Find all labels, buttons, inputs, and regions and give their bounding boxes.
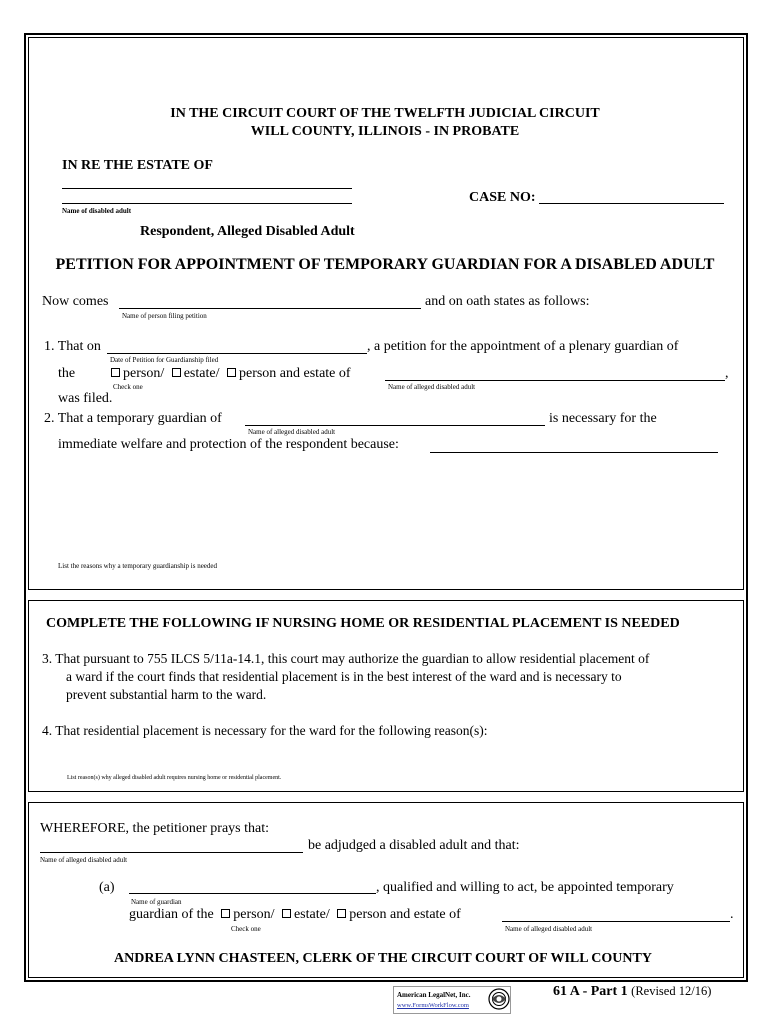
item1-suffix: , a petition for the appointment of a plenary guardian of bbox=[367, 339, 679, 354]
now-comes-suffix: and on oath states as follows: bbox=[425, 294, 590, 309]
item1-options bbox=[111, 366, 351, 382]
item3-line3: prevent substantial harm to the ward. bbox=[66, 687, 267, 702]
estate-option: estate/ bbox=[183, 366, 220, 381]
revision-date: (Revised 12/16) bbox=[631, 984, 712, 998]
item1-comma: , bbox=[725, 366, 729, 381]
reasons-field[interactable] bbox=[430, 452, 718, 453]
item1-was-filed: was filed. bbox=[58, 391, 113, 406]
petitioner-name-field[interactable] bbox=[119, 308, 421, 309]
adjudged-suffix: be adjudged a disabled adult and that: bbox=[308, 838, 520, 853]
petitioner-name-caption: Name of person filing petition bbox=[122, 312, 207, 320]
item1-the: the bbox=[58, 366, 76, 381]
estate-name-line-2[interactable] bbox=[62, 203, 352, 204]
item1-adult-name-field[interactable] bbox=[385, 380, 725, 381]
item3-line1: 3. That pursuant to 755 ILCS 5/11a-14.1, this court may authorize the guardian to allow residential placement of bbox=[42, 651, 650, 666]
petition-title: PETITION FOR APPOINTMENT OF TEMPORARY GUARDIAN FOR A DISABLED ADULT bbox=[55, 256, 715, 273]
person-checkbox[interactable] bbox=[111, 368, 120, 377]
petition-date-field[interactable] bbox=[107, 353, 367, 354]
guardian-of-label: guardian of the bbox=[129, 907, 214, 922]
adjudged-name-field[interactable] bbox=[40, 852, 303, 853]
person-and-estate-option: person and estate of bbox=[238, 366, 351, 381]
reasons-caption: List the reasons why a temporary guardianship is needed bbox=[58, 562, 218, 570]
item-a-label: (a) bbox=[99, 880, 115, 895]
section2-heading: COMPLETE THE FOLLOWING IF NURSING HOME OR RESIDENTIAL PLACEMENT IS NEEDED bbox=[46, 616, 680, 631]
guardian-estate-checkbox[interactable] bbox=[282, 909, 291, 918]
guardian-name-field[interactable] bbox=[129, 893, 376, 894]
item3-line2: a ward if the court finds that residential placement is in the best interest of the ward and is necessary to bbox=[66, 669, 622, 684]
person-and-estate-checkbox[interactable] bbox=[227, 368, 236, 377]
wherefore-line: WHEREFORE, the petitioner prays that: bbox=[40, 821, 270, 836]
estate-checkbox[interactable] bbox=[172, 368, 181, 377]
guardian-check-caption: Check one bbox=[231, 925, 261, 933]
estate-name-line-1[interactable] bbox=[62, 188, 352, 189]
item2-prefix: 2. That a temporary guardian of bbox=[44, 411, 222, 426]
court-line-2: WILL COUNTY, ILLINOIS - IN PROBATE bbox=[250, 124, 520, 139]
estate-name-caption: Name of disabled adult bbox=[62, 207, 132, 215]
case-no-label: CASE NO: bbox=[469, 190, 536, 205]
now-comes-prefix: Now comes bbox=[42, 294, 109, 309]
case-no-field[interactable] bbox=[539, 203, 724, 204]
item1-check-caption: Check one bbox=[113, 383, 143, 391]
respondent-label: Respondent, Alleged Disabled Adult bbox=[140, 224, 355, 239]
guardian-person-option: person/ bbox=[233, 907, 275, 922]
person-option: person/ bbox=[123, 366, 165, 381]
publisher-logo-icon bbox=[488, 988, 510, 1010]
form-id bbox=[553, 984, 711, 1000]
in-re-label: IN RE THE ESTATE OF bbox=[62, 158, 213, 173]
placement-caption: List reason(s) why alleged disabled adult requires nursing home or residential placement. bbox=[67, 775, 282, 781]
petition-date-caption: Date of Petition for Guardianship filed bbox=[110, 356, 219, 364]
guardian-adult-name-field[interactable] bbox=[502, 921, 730, 922]
item2-line2: immediate welfare and protection of the respondent because: bbox=[58, 437, 399, 452]
guardian-estate-option: estate/ bbox=[293, 907, 330, 922]
guardian-person-and-estate-option: person and estate of bbox=[349, 907, 461, 922]
section3-period: . bbox=[730, 907, 734, 922]
item1-prefix: 1. That on bbox=[44, 339, 101, 354]
court-line-1: IN THE CIRCUIT COURT OF THE TWELFTH JUDICIAL CIRCUIT bbox=[170, 106, 600, 121]
publisher-website[interactable]: www.FormsWorkFlow.com bbox=[397, 1002, 469, 1009]
item2-suffix: is necessary for the bbox=[549, 411, 657, 426]
item2-name-caption: Name of alleged disabled adult bbox=[248, 428, 336, 436]
guardian-person-and-estate-checkbox[interactable] bbox=[337, 909, 346, 918]
guardian-adult-name-caption: Name of alleged disabled adult bbox=[505, 925, 593, 933]
guardian-of-options bbox=[129, 907, 461, 923]
guardian-name-caption: Name of guardian bbox=[131, 898, 182, 906]
item4-line: 4. That residential placement is necessary for the ward for the following reason(s): bbox=[42, 723, 488, 738]
item-a-suffix: , qualified and willing to act, be appointed temporary bbox=[376, 880, 674, 895]
item2-adult-name-field[interactable] bbox=[245, 425, 545, 426]
guardian-person-checkbox[interactable] bbox=[221, 909, 230, 918]
form-number: 61 A - Part 1 bbox=[553, 984, 628, 999]
item1-name-caption: Name of alleged disabled adult bbox=[388, 383, 476, 391]
clerk-line: ANDREA LYNN CHASTEEN, CLERK OF THE CIRCUIT COURT OF WILL COUNTY bbox=[114, 951, 652, 966]
publisher-name: American LegalNet, Inc. bbox=[397, 991, 471, 999]
adjudged-name-caption: Name of alleged disabled adult bbox=[40, 856, 128, 864]
